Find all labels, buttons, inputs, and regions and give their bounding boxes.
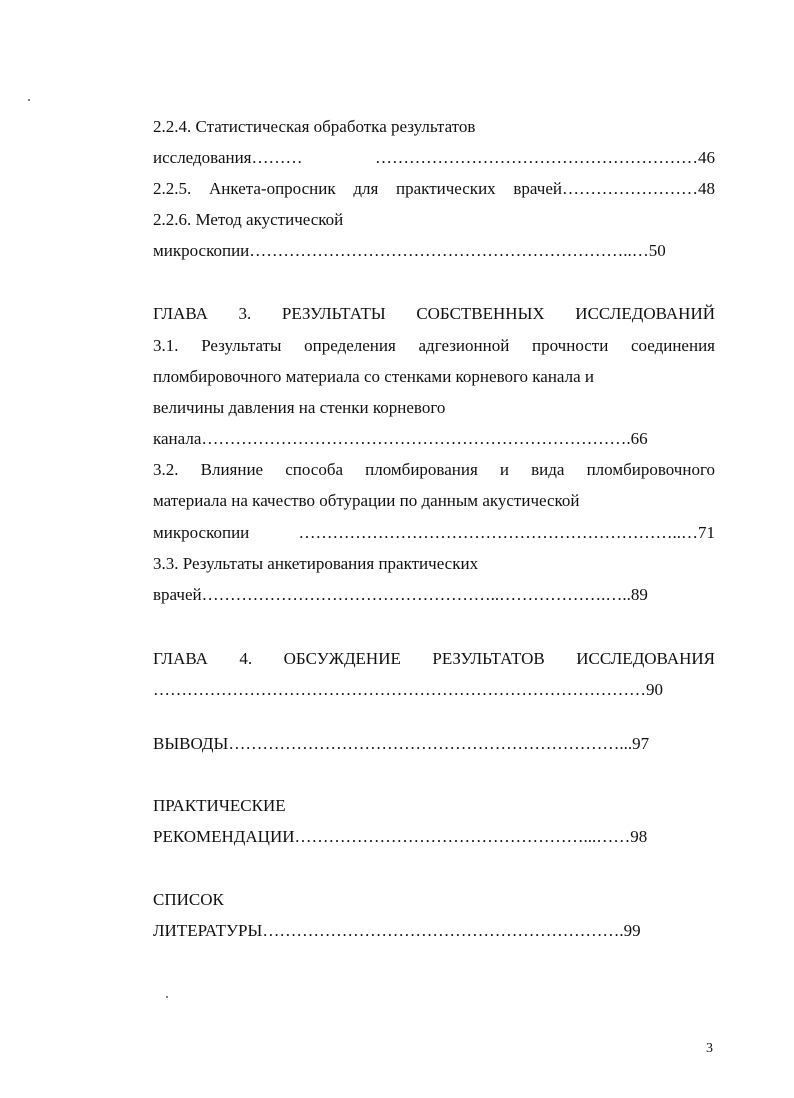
toc-references-page: ЛИТЕРАТУРЫ……………………………………………………….99 [153,921,641,940]
toc-entry-3-3-page: врачей……………………………………………..……………….…..89 [153,585,648,604]
toc-entry-3-1-line-2: пломбировочного материала со стенками корневого канала и [153,367,595,386]
toc-recommendations-title: ПРАКТИЧЕСКИЕ [153,796,286,815]
toc-entry-3-2-line-1: 3.2. Влияние способа пломбирования и вида пломбировочного [153,460,715,479]
toc-entry-2-2-6-title: 2.2.6. Метод акустической [153,210,344,229]
toc-entry-3-1-line-3: величины давления на стенки корневого [153,398,446,417]
toc-chapter-3-heading: ГЛАВА 3. РЕЗУЛЬТАТЫ СОБСТВЕННЫХ ИССЛЕДОВАНИЙ [153,304,715,323]
toc-conclusions: ВЫВОДЫ……………………………………………………………...97 [153,734,650,753]
toc-entry-2-2-4-page: исследования……… …………………………………………………46 [153,148,715,167]
toc-entry-3-1-line-1: 3.1. Результаты определения адгезионной прочности соединения [153,336,715,355]
toc-entry-2-2-5: 2.2.5. Анкета-опросник для практических врачей……………………48 [153,179,715,198]
toc-entry-3-2-page: микроскопии …………………………………………………………..…71 [153,523,715,542]
toc-entry-3-3-title: 3.3. Результаты анкетирования практических [153,554,479,573]
toc-entry-2-2-6-page: микроскопии…………………………………………………………..…50 [153,241,666,260]
toc-chapter-4-page: ……………………………………………………………………………90 [153,680,663,699]
scan-speck [28,99,30,101]
toc-entry-2-2-4-title: 2.2.4. Статистическая обработка результатов [153,117,476,136]
toc-entry-3-2-line-2: материала на качество обтурации по данным акустической [153,491,580,510]
toc-chapter-4-heading: ГЛАВА 4. ОБСУЖДЕНИЕ РЕЗУЛЬТАТОВ ИССЛЕДОВАНИЯ [153,649,715,668]
toc-references-title: СПИСОК [153,890,224,909]
toc-recommendations-page: РЕКОМЕНДАЦИИ……………………………………………...……98 [153,827,648,846]
scan-speck [166,996,168,998]
page-number: 3 [706,1041,713,1056]
toc-entry-3-1-page: канала………………………………………………………………….66 [153,429,648,448]
